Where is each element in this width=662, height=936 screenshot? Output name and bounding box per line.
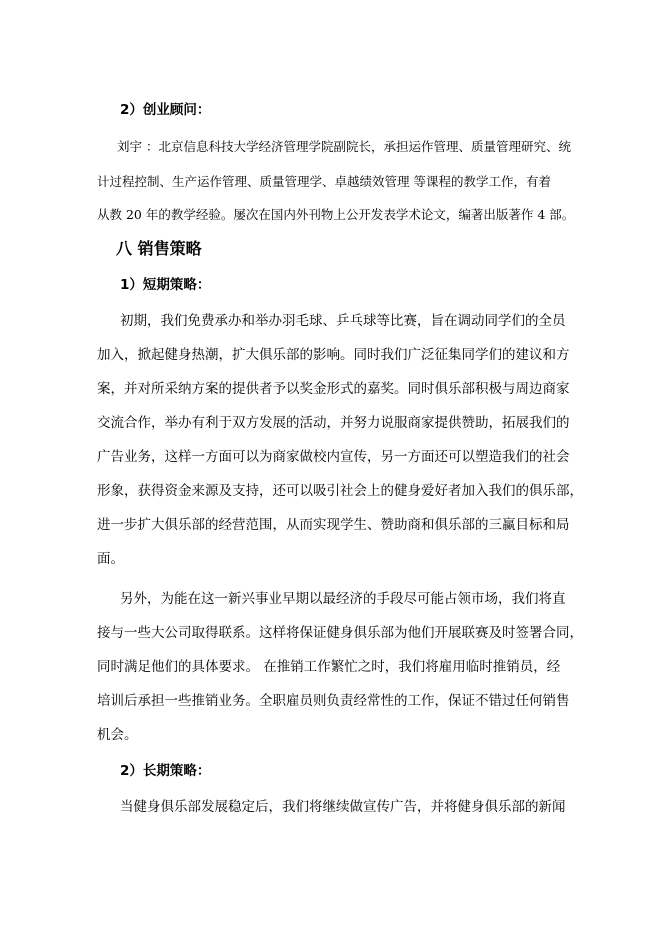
advisor-heading: 2）创业顾问：: [120, 102, 211, 118]
short-term-p1-line-3: 案，并对所采纳方案的提供者予以奖金形式的嘉奖。同时俱乐部积极与周边商家: [97, 381, 570, 397]
advisor-line-2: 计过程控制、生产运作管理、质量管理学、卓越绩效管理 等课程的教学工作，有着: [97, 174, 551, 189]
short-term-p2-line-5: 机会。: [97, 727, 138, 743]
advisor-line-1: 刘宇 ：北京信息科技大学经济管理学院副院长，承担运作管理、质量管理研究、统: [117, 139, 571, 154]
short-term-p1-line-4: 交流合作，举办有利于双方发展的活动，并努力说服商家提供赞助，拓展我们的: [97, 415, 570, 431]
short-term-p1-line-2: 加入，掀起健身热潮，扩大俱乐部的影响。同时我们广泛征集同学们的建议和方: [97, 347, 570, 363]
short-term-heading: 1）短期策略：: [120, 277, 211, 293]
short-term-p2-line-4: 培训后承担一些推销业务。全职雇员则负责经常性的工作，保证不错过任何销售: [97, 693, 570, 709]
sales-strategy-heading: 八 销售策略: [116, 239, 202, 258]
short-term-p2-line-2: 接与一些大公司取得联系。这样将保证健身俱乐部为他们开展联赛及时签署合同，: [97, 625, 583, 641]
short-term-p1-line-8: 面。: [97, 551, 124, 567]
short-term-p1-line-5: 广告业务，这样一方面可以为商家做校内宣传，另一方面还可以塑造我们的社会: [97, 449, 570, 465]
long-term-heading: 2）长期策略：: [120, 763, 211, 779]
short-term-p1-line-6: 形象，获得资金来源及支持，还可以吸引社会上的健身爱好者加入我们的俱乐部，: [97, 483, 583, 499]
short-term-p2-line-1: 另外，为能在这一新兴事业早期以最经济的手段尽可能占领市场，我们将直: [120, 591, 566, 607]
short-term-p2-line-3: 同时满足他们的具体要求。 在推销工作繁忙之时，我们将雇用临时推销员，经: [97, 659, 561, 675]
advisor-line-3: 从教 20 年的教学经验。屡次在国内外刊物上公开发表学术论文，编著出版著作 4 部。: [97, 207, 575, 222]
short-term-p1-line-7: 进一步扩大俱乐部的经营范围，从而实现学生、赞助商和俱乐部的三赢目标和局: [97, 517, 570, 533]
short-term-p1-line-1: 初期，我们免费承办和举办羽毛球、乒乓球等比赛，旨在调动同学们的全员: [120, 313, 566, 329]
long-term-p1-line-1: 当健身俱乐部发展稳定后，我们将继续做宣传广告，并将健身俱乐部的新闻: [120, 799, 566, 815]
